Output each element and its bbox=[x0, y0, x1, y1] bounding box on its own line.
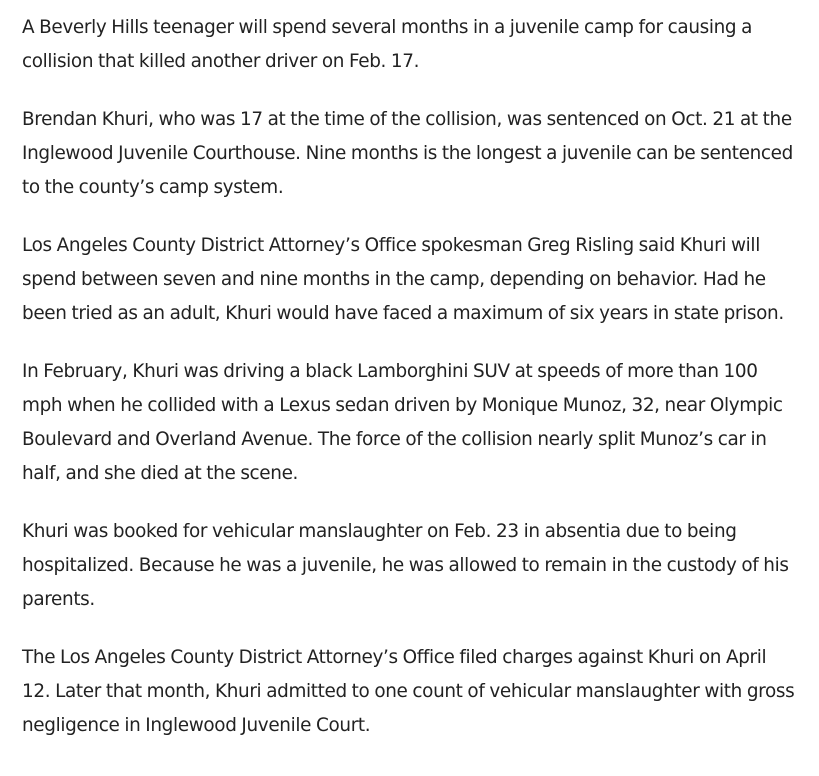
article-paragraph: Brendan Khuri, who was 17 at the time of the collision, was sentenced on Oct. 21 at the Inglewood Juvenile Courthouse. Nine months is the longest a juvenile can be sentenced to the county’s camp system. bbox=[22, 109, 793, 198]
article-paragraph: A Beverly Hills teenager will spend several months in a juvenile camp for causing a collision that killed another driver on Feb. 17. bbox=[22, 17, 753, 72]
article-paragraph: Khuri was booked for vehicular manslaughter on Feb. 23 in absentia due to being hospitalized. Because he was a juvenile, he was allowed to remain in the custody of his parents. bbox=[22, 521, 789, 610]
article-paragraph: The Los Angeles County District Attorney’s Office filed charges against Khuri on April 12. Later that month, Khuri admitted to one count of vehicular manslaughter with gross negligence in Inglewood Juvenile Court. bbox=[22, 647, 795, 736]
article-paragraph: In February, Khuri was driving a black Lamborghini SUV at speeds of more than 100 mph when he collided with a Lexus sedan driven by Monique Munoz, 32, near Olympic Boulevard and Overland Avenue. The force of the collision nearly split Munoz’s car in half, and she died at the scene. bbox=[22, 361, 783, 484]
article-paragraph: Los Angeles County District Attorney’s Office spokesman Greg Risling said Khuri will spend between seven and nine months in the camp, depending on behavior. Had he been tried as an adult, Khuri would have faced a maximum of six years in state prison. bbox=[22, 235, 784, 324]
